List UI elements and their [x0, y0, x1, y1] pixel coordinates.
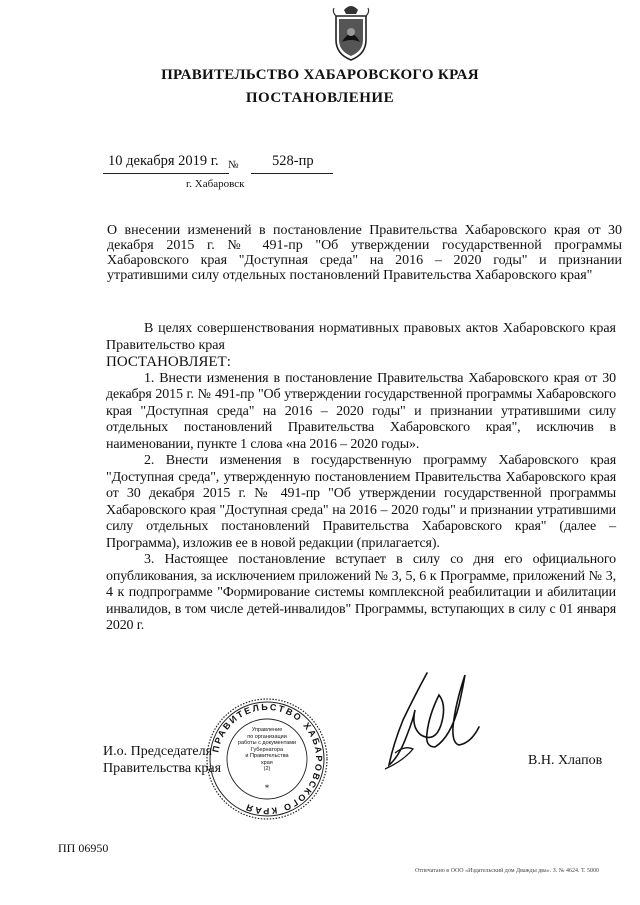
position-line-2: Правительства края — [103, 761, 222, 776]
signatory-name: В.Н. Хлапов — [528, 753, 603, 768]
decree-body — [106, 321, 616, 635]
decree-subject: О внесении изменений в постановление Правительства Хабаровского края от 30 декабря 2015 г. № 491-пр "Об утверждении государственной программы Хабаровского края "Доступная среда" на 2016 – 2020 годы" и признании утратившими силу отдельных постановлений Правительства Хабаровского края" — [107, 223, 622, 283]
government-title: ПРАВИТЕЛЬСТВО ХАБАРОВСКОГО КРАЯ — [161, 67, 479, 83]
decree-type-title: ПОСТАНОВЛЕНИЕ — [245, 90, 395, 106]
handwritten-signature — [355, 665, 485, 775]
printer-note: Отпечатано в ООО «Издательский дом Дважды два». З. № 4624. Т. 5000 — [415, 868, 600, 874]
stamp-ring-text: ПРАВИТЕЛЬСТВО ХАБАРОВСКОГО КРАЯ — [210, 701, 325, 817]
city-label: г. Хабаровск — [186, 178, 245, 190]
intro-paragraph: В целях совершенствования нормативных правовых актов Хабаровского края Правительство края — [106, 321, 616, 353]
number-sign: № — [228, 159, 239, 171]
official-stamp — [205, 697, 329, 821]
resolves-heading: ПОСТАНОВЛЯЕТ: — [106, 354, 231, 370]
number-underline — [251, 173, 333, 174]
document-code: ПП 06950 — [58, 841, 109, 855]
item-2: 2. Внести изменения в государственную программу Хабаровского края "Доступная среда", утвержденную постановлением Правительства Хабаровского края от 30 декабря 2015 г. № 491-пр "Об утверждении государственной программы Хабаровского края "Доступная среда" на 2016 – 2020 годы" и признании утратившими силу отдельных постановлений Правительства Хабаровского края" (далее – Программа), изложив ее в новой редакции (прилагается). — [106, 453, 616, 551]
decree-number: 528-пр — [272, 153, 314, 169]
stamp-inner-text: Управление по организации работы с документами Губернатора и Правительства края (2) — [237, 727, 297, 772]
item-3: 3. Настоящее постановление вступает в силу со дня его официального опубликования, за исключением приложений № 3, 5, 6 к Программе, приложений № 3, 4 к подпрограмме "Формирование системы комплексной реабилитации и абилитации инвалидов, в том числе детей-инвалидов" Программы, вступающих в силу с 01 января 2020 г. — [106, 552, 616, 633]
svg-text:*: * — [264, 783, 270, 793]
item-1: 1. Внести изменения в постановление Правительства Хабаровского края от 30 декабря 2015 г. № 491-пр "Об утверждении государственной программы Хабаровского края "Доступная среда" на 2016 – 2020 годы" и признании утратившими силу отдельных постановлений Правительства Хабаровского края", исключив в наименовании, пункте 1 слова «на 2016 – 2020 годы». — [106, 370, 616, 452]
position-line-1: И.о. Председателя — [103, 744, 213, 759]
date-underline — [103, 173, 229, 174]
signatory-position — [103, 743, 221, 777]
coat-of-arms-emblem — [326, 2, 376, 62]
decree-date: 10 декабря 2019 г. — [108, 153, 219, 169]
